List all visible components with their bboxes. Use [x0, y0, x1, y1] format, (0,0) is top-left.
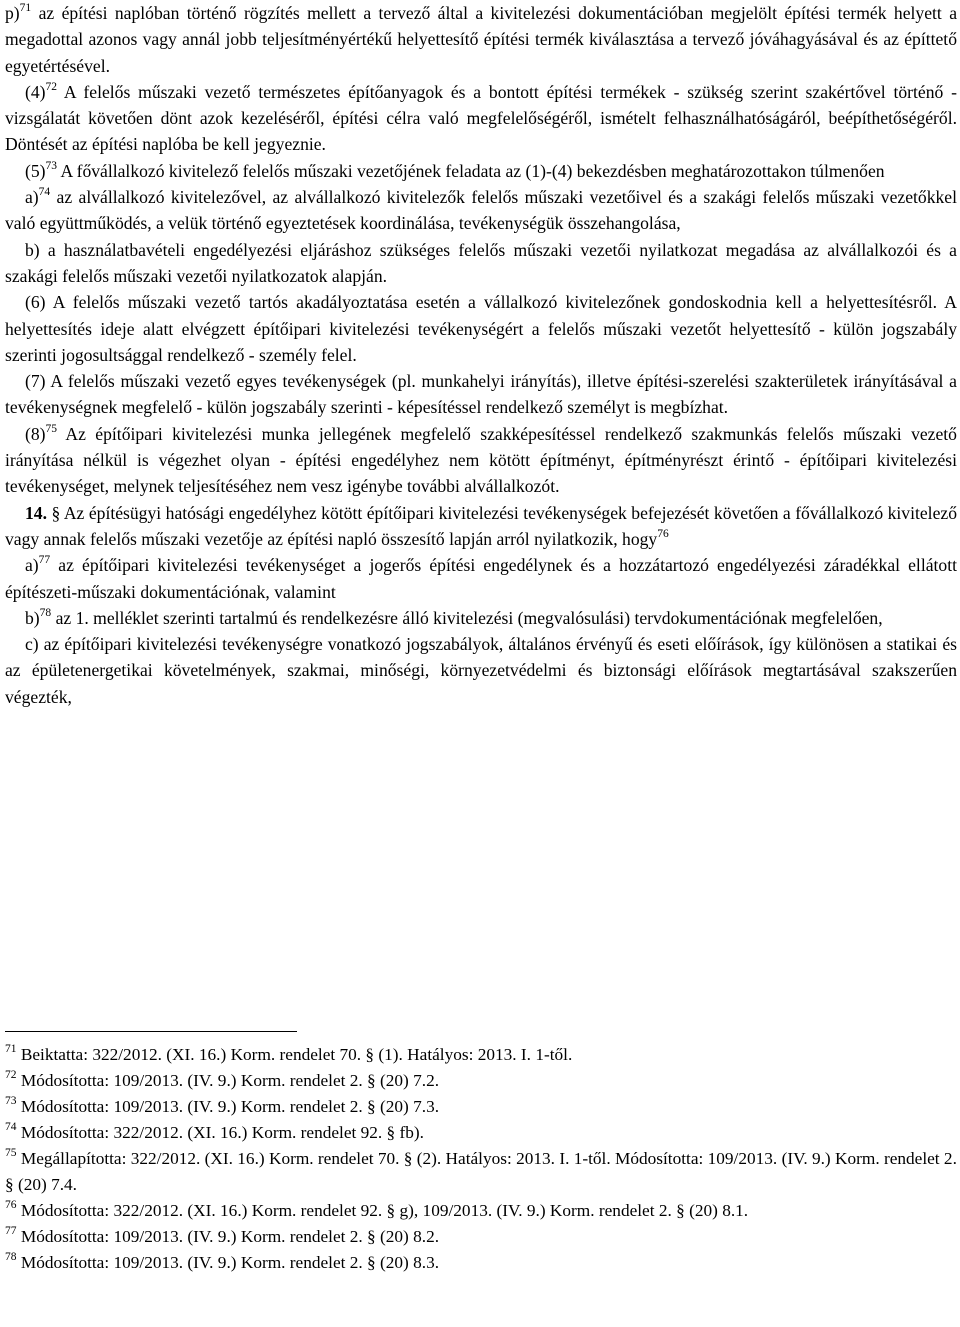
footnote: $^{78}$ Módosította: 109/2013. (IV. 9.) Korm. rendelet 2. § (20) 8.3.	[5, 1251, 440, 1272]
footnote: $^{75}$ Megállapította: 322/2012. (XI. 16.) Korm. rendelet 70. § (2). Hatályos: 2013. I. 1-től. Módosította: 109/2013. (IV. 9.) Korm. rendelet 2. § (20) 7.4.	[5, 1147, 957, 1194]
section-14b: b)$^{78}$ az 1. melléklet szerinti tartalmú és rendelkezésre álló kivitelezési (megvalósulási) tervdokumentációnak megfelelően,	[25, 606, 883, 628]
section-sign: §	[51, 502, 61, 523]
paragraph-4: $(4)^{72}$ A felelős műszaki vezető természetes építőanyagok és a bontott építési termékek - szükség szerint szakértővel történő - vizsgálatát követően dönt azok kezeléséről, építési célra való megfelelőségéről, ismételt felhasználhatóságáról, beépíthetőségéről. Döntését az építési naplóba be kell jegyeznie.	[5, 80, 957, 155]
footnote: $^{71}$ Beiktatta: 322/2012. (XI. 16.) Korm. rendelet 70. § (1). Hatályos: 2013. I. 1-től.	[5, 1043, 573, 1064]
footnote-divider	[5, 1031, 297, 1032]
section-number: 14.	[25, 502, 47, 523]
paragraph-5b: b) a használatbavételi engedélyezési eljáráshoz szükséges felelős műszaki vezetői nyilatkozat megadása az alvállalkozói és a szakági felelős műszaki vezetői nyilatkozatok alapján.	[5, 239, 957, 286]
section-14: 14. § Az építésügyi hatósági engedélyhez kötött építőipari kivitelezési tevékenységek befejezését követően a fővállalkozó kivitelező vagy annak felelős műszaki vezetője az építési napló összesítő lapján arról nyilatkozik, hogy$^{76}$	[5, 502, 957, 549]
paragraph-6: (6) A felelős műszaki vezető tartós akadályoztatása esetén a vállalkozó kivitelezőnek gondoskodnia kell a helyettesítésről. A helyettesítés ideje alatt elvégzett építőipari kivitelezési tevékenységért a felelős műszaki vezetőt helyettesítő - külön jogszabály szerinti jogosultsággal rendelkező - személy felel.	[5, 292, 957, 365]
footnote: $^{76}$ Módosította: 322/2012. (XI. 16.) Korm. rendelet 92. § g), 109/2013. (IV. 9.) Korm. rendelet 2. § (20) 8.1.	[5, 1199, 749, 1220]
footnote-ref[interactable]: 75	[45, 422, 58, 435]
paragraph-5: $(5)^{73}$ A fővállalkozó kivitelező felelős műszaki vezetőjének feladata az (1)-(4) bekezdésben meghatározottakon túlmenően	[25, 159, 885, 181]
section-14a: a)$^{77}$ az építőipari kivitelezési tevékenységet a jogerős építési engedélynek és a hozzátartozó engedélyezési záradékkal ellátott építészeti-műszaki dokumentációnak, valamint	[5, 554, 957, 602]
footnote-ref[interactable]: 77	[38, 554, 51, 567]
paragraph-7: (7) A felelős műszaki vezető egyes tevékenységek (pl. munkahelyi irányítás), illetve építési-szerelési szakterületek irányításával a tevékenységnek megfelelő - külön jogszabály szerinti - képesítéssel rendelkező személyt is megbízhat.	[5, 371, 957, 418]
footnote: $^{77}$ Módosította: 109/2013. (IV. 9.) Korm. rendelet 2. § (20) 8.2.	[5, 1225, 440, 1246]
footnote-ref[interactable]: 72	[45, 80, 58, 93]
paragraph-5a: a)$^{74}$ az alvállalkozó kivitelezővel, az alvállalkozó kivitelezők felelős műszaki vezetőivel és a szakági felelős műszaki vezetőkkel való együttműködés, a velük történő egyeztetések koordinálása, tevékenységük összehangolása,	[5, 186, 957, 234]
footnote-ref[interactable]: 71	[19, 2, 32, 14]
footnote-ref[interactable]: 78	[39, 606, 52, 619]
footnote-ref[interactable]: 76	[657, 527, 669, 540]
footnote-ref[interactable]: 74	[38, 186, 51, 199]
document-body	[5, 0, 957, 710]
section-14c: c) az építőipari kivitelezési tevékenységre vonatkozó jogszabályok, általános érvényű és eseti előírások, így különösen a statikai és az épületenergetikai követelmények, szakmai, minőségi, környezetvédelmi és biztonsági előírások megtartásával szakszerűen végezték,	[5, 634, 957, 707]
footnote-ref[interactable]: 73	[45, 159, 58, 172]
paragraph-8: $(8)^{75}$ Az építőipari kivitelezési munka jellegének megfelelő szakképesítéssel rendelkező szakmunkás felelős műszaki vezető irányítása nélkül is végezhet olyan - építési engedélyhez nem kötött építményt, építményrészt érintő - építőipari kivitelezési tevékenységet, melynek teljesítéséhez nem vesz igénybe további alvállalkozót.	[5, 422, 957, 497]
footnote: $^{73}$ Módosította: 109/2013. (IV. 9.) Korm. rendelet 2. § (20) 7.3.	[5, 1095, 440, 1116]
footnotes	[5, 1042, 957, 1276]
paragraph-p: p)$^{71}$ az építési naplóban történő rögzítés mellett a tervező által a kivitelezési dokumentációban megjelölt építési termék helyett a megadottal azonos vagy annál jobb teljesítményértékű helyettesítő építési termék kiválasztása a tervező jóváhagyásával és az építtető egyetértésével.	[5, 2, 958, 76]
footnote: $^{72}$ Módosította: 109/2013. (IV. 9.) Korm. rendelet 2. § (20) 7.2.	[5, 1069, 440, 1090]
footnote: $^{74}$ Módosította: 322/2012. (XI. 16.) Korm. rendelet 92. § fb).	[5, 1121, 424, 1142]
